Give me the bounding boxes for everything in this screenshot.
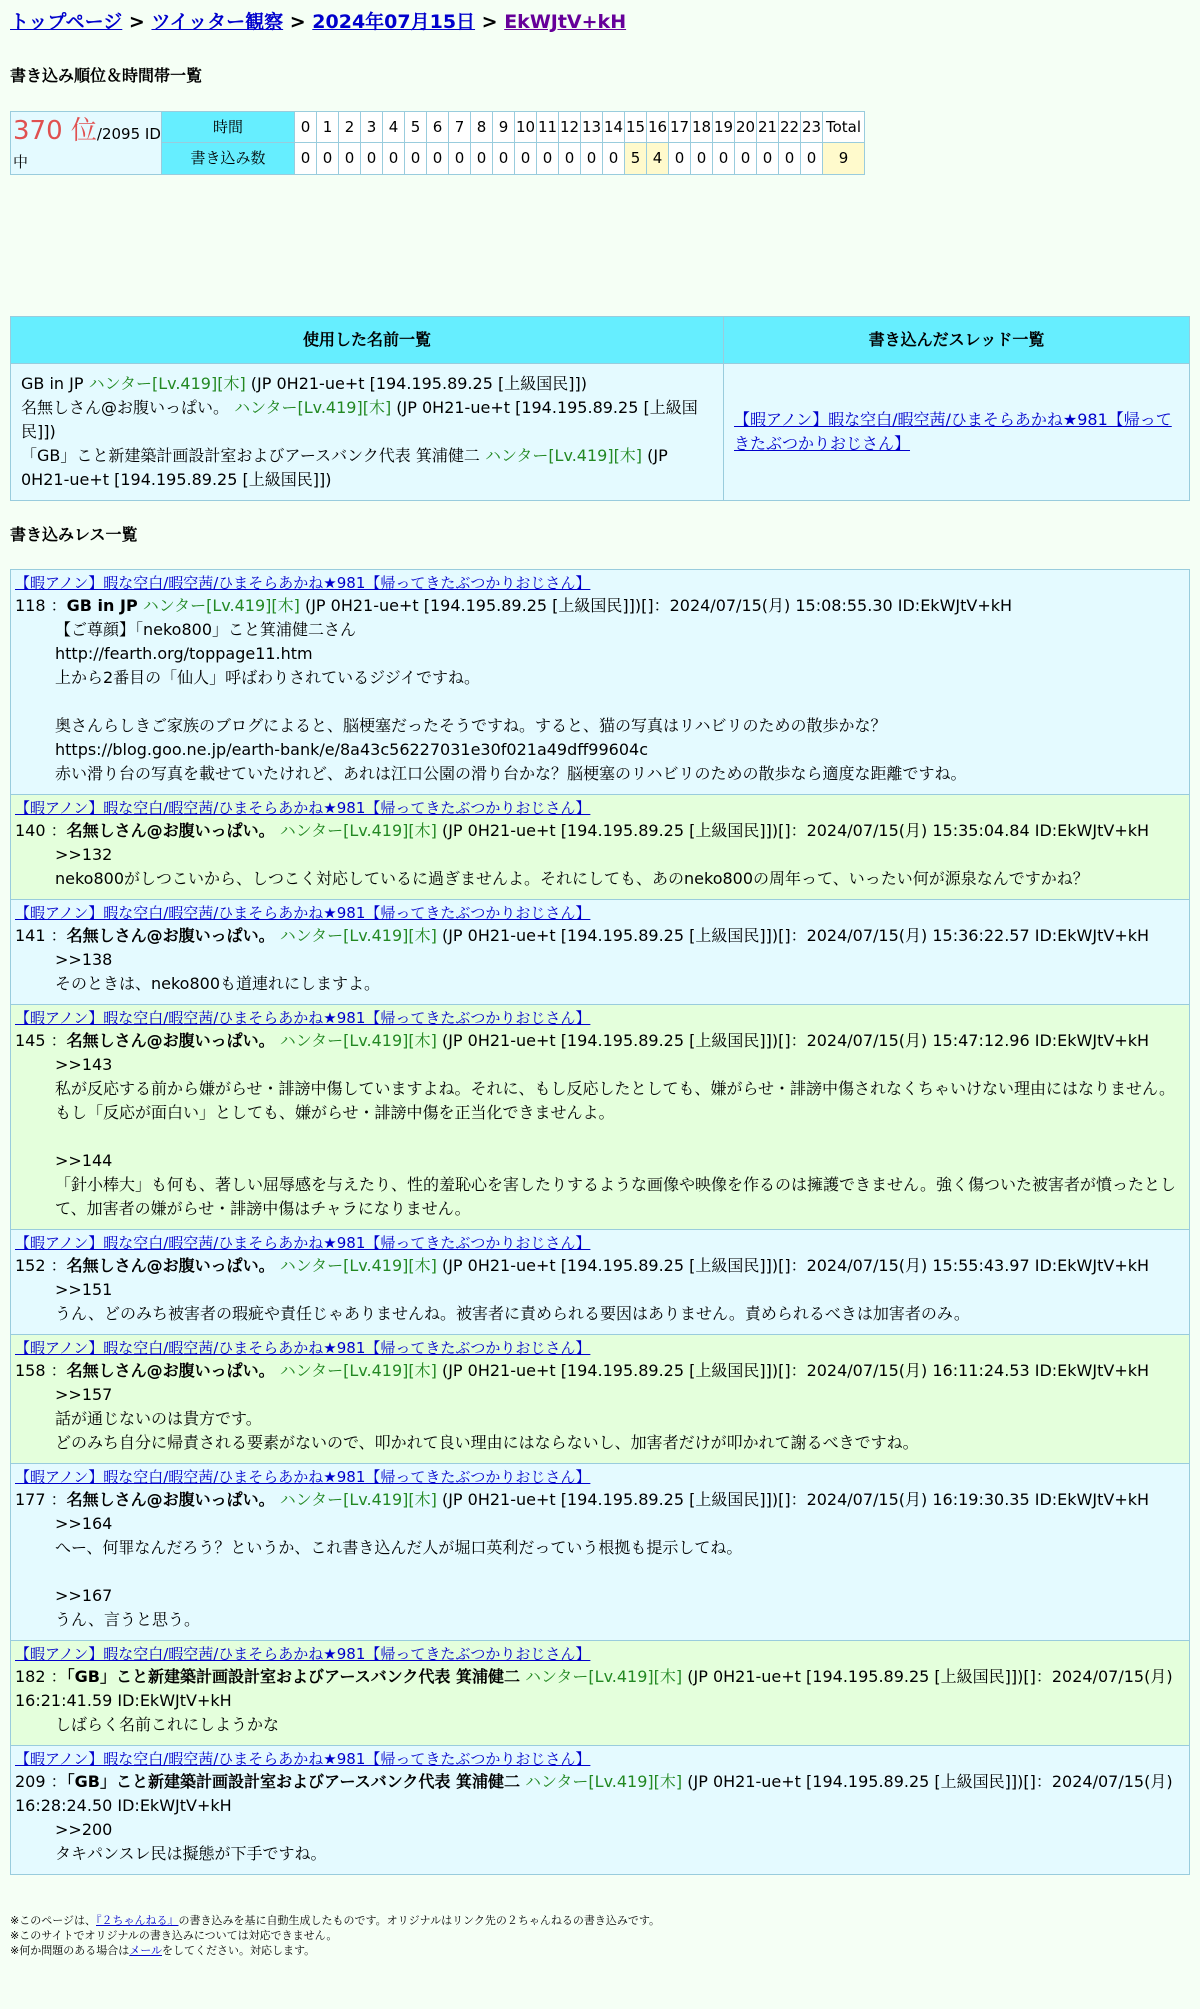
post-body bbox=[15, 1053, 1185, 1221]
hour-cell: 2 bbox=[339, 112, 361, 143]
count-cell: 0 bbox=[537, 143, 559, 174]
post-thread-link[interactable]: 【暇アノン】暇な空白/暇空茜/ひまそらあかね★981【帰ってきたぶつかりおじさん】 bbox=[15, 903, 591, 922]
hour-cell: 12 bbox=[559, 112, 581, 143]
post-header bbox=[15, 594, 1185, 618]
post-body bbox=[15, 1818, 1185, 1866]
post-author: GB in JP bbox=[66, 595, 138, 615]
post-thread-link[interactable]: 【暇アノン】暇な空白/暇空茜/ひまそらあかね★981【帰ってきたぶつかりおじさん】 bbox=[15, 1467, 591, 1486]
count-cell: 0 bbox=[361, 143, 383, 174]
count-cell: 0 bbox=[383, 143, 405, 174]
hour-cell: 17 bbox=[669, 112, 691, 143]
post-meta: (JP 0H21-ue+t [194.195.89.25 [上級国民]])[]：2024/07/15(月) 16:21:41.59 ID:EkWJtV+kH bbox=[15, 1666, 1173, 1710]
count-cell: 0 bbox=[317, 143, 339, 174]
post-number: 152 ： bbox=[15, 1255, 67, 1275]
post-author: 「GB」こと新建築計画設計室およびアースバンク代表 箕浦健二 bbox=[66, 1771, 520, 1791]
hour-cell: 11 bbox=[537, 112, 559, 143]
post-meta: (JP 0H21-ue+t [194.195.89.25 [上級国民]])[]：2024/07/15(月) 16:28:24.50 ID:EkWJtV+kH bbox=[15, 1771, 1173, 1815]
post-item bbox=[11, 900, 1189, 1005]
hour-cell: 15 bbox=[625, 112, 647, 143]
breadcrumb bbox=[10, 8, 1190, 38]
post-author: 名無しさん@お腹いっぱい。 bbox=[66, 1360, 275, 1380]
post-number: 209 ： bbox=[15, 1771, 67, 1791]
total-label: Total bbox=[823, 112, 865, 143]
count-cell: 0 bbox=[801, 143, 823, 174]
footer-mail-link[interactable]: メール bbox=[129, 1943, 162, 1957]
post-thread-link[interactable]: 【暇アノン】暇な空白/暇空茜/ひまそらあかね★981【帰ってきたぶつかりおじさん】 bbox=[15, 1749, 591, 1768]
post-body bbox=[15, 1278, 1185, 1326]
thread-link[interactable]: 【暇アノン】暇な空白/暇空茜/ひまそらあかね★981【帰ってきたぶつかりおじさん】 bbox=[734, 409, 1172, 453]
post-line: >>144 bbox=[55, 1150, 113, 1170]
hunter-badge: ハンター[Lv.419][木] bbox=[279, 1030, 437, 1050]
post-author: 名無しさん@お腹いっぱい。 bbox=[66, 820, 275, 840]
post-author: 「GB」こと新建築計画設計室およびアースバンク代表 箕浦健二 bbox=[66, 1666, 520, 1686]
post-number: 140 ： bbox=[15, 820, 67, 840]
count-cell: 0 bbox=[669, 143, 691, 174]
count-cell: 0 bbox=[427, 143, 449, 174]
count-cell: 0 bbox=[691, 143, 713, 174]
post-line: しばらく名前これにしようかな bbox=[55, 1714, 280, 1734]
host-text: (JP 0H21-ue+t [194.195.89.25 [上級国民]]) bbox=[21, 445, 668, 489]
post-line bbox=[55, 690, 1185, 714]
hour-cell: 4 bbox=[383, 112, 405, 143]
hunter-badge: ハンター[Lv.419][木] bbox=[142, 595, 300, 615]
post-meta: (JP 0H21-ue+t [194.195.89.25 [上級国民]])[]：2024/07/15(月) 15:55:43.97 ID:EkWJtV+kH bbox=[436, 1255, 1150, 1275]
count-cell: 0 bbox=[757, 143, 779, 174]
post-line: 上から2番目の「仙人」呼ばわりされているジジイですね。 bbox=[55, 667, 480, 687]
footer-line-3: ※何か問題のある場合はメールをしてください。対応します。 bbox=[10, 1943, 316, 1957]
post-thread-link[interactable]: 【暇アノン】暇な空白/暇空茜/ひまそらあかね★981【帰ってきたぶつかりおじさん】 bbox=[15, 1233, 591, 1252]
host-text: (JP 0H21-ue+t [194.195.89.25 [上級国民]]) bbox=[245, 373, 587, 393]
post-header bbox=[15, 1665, 1185, 1713]
post-line: >>157 bbox=[55, 1384, 113, 1404]
post-author: 名無しさん@お腹いっぱい。 bbox=[66, 1489, 275, 1509]
post-body bbox=[15, 1512, 1185, 1632]
count-cell: 0 bbox=[779, 143, 801, 174]
count-cell: 0 bbox=[471, 143, 493, 174]
count-cell: 0 bbox=[449, 143, 471, 174]
count-cell: 0 bbox=[405, 143, 427, 174]
post-number: 118 ： bbox=[15, 595, 67, 615]
hour-cell: 19 bbox=[713, 112, 735, 143]
name-text: GB in JP bbox=[21, 373, 89, 393]
post-meta: (JP 0H21-ue+t [194.195.89.25 [上級国民]])[]：2024/07/15(月) 15:08:55.30 ID:EkWJtV+kH bbox=[299, 595, 1013, 615]
post-header bbox=[15, 1254, 1185, 1278]
post-thread-link[interactable]: 【暇アノン】暇な空白/暇空茜/ひまそらあかね★981【帰ってきたぶつかりおじさん】 bbox=[15, 798, 591, 817]
rank-number: 370 位 bbox=[13, 116, 97, 146]
threads-cell bbox=[724, 363, 1190, 500]
hour-cell: 22 bbox=[779, 112, 801, 143]
post-line: >>143 bbox=[55, 1054, 113, 1074]
hunter-badge: ハンター[Lv.419][木] bbox=[279, 1489, 437, 1509]
post-author: 名無しさん@お腹いっぱい。 bbox=[66, 925, 275, 945]
count-cell: 0 bbox=[581, 143, 603, 174]
post-meta: (JP 0H21-ue+t [194.195.89.25 [上級国民]])[]：2024/07/15(月) 15:36:22.57 ID:EkWJtV+kH bbox=[436, 925, 1150, 945]
post-line: 話が通じないのは貴方です。 bbox=[55, 1408, 262, 1428]
name-entry bbox=[21, 372, 713, 396]
breadcrumb-separator: > bbox=[283, 11, 313, 33]
host-text: (JP 0H21-ue+t [194.195.89.25 [上級国民]]) bbox=[21, 397, 698, 441]
hunter-badge: ハンター[Lv.419][木] bbox=[279, 1255, 437, 1275]
post-item bbox=[11, 1230, 1189, 1335]
count-label: 書き込み数 bbox=[162, 143, 295, 174]
post-line: >>167 bbox=[55, 1585, 113, 1605]
hour-cell: 1 bbox=[317, 112, 339, 143]
hour-cell: 14 bbox=[603, 112, 625, 143]
post-line: へー、何罪なんだろう？というか、これ書き込んだ人が堀口英利だっていう根拠も提示してね。 bbox=[55, 1537, 743, 1557]
post-item bbox=[11, 1641, 1189, 1746]
post-header bbox=[15, 819, 1185, 843]
post-meta: (JP 0H21-ue+t [194.195.89.25 [上級国民]])[]：2024/07/15(月) 16:11:24.53 ID:EkWJtV+kH bbox=[436, 1360, 1150, 1380]
post-meta: (JP 0H21-ue+t [194.195.89.25 [上級国民]])[]：2024/07/15(月) 16:19:30.35 ID:EkWJtV+kH bbox=[436, 1489, 1150, 1509]
post-line bbox=[55, 1560, 1185, 1584]
hour-cell: 0 bbox=[295, 112, 317, 143]
hour-cell: 3 bbox=[361, 112, 383, 143]
hunter-badge: ハンター[Lv.419][木] bbox=[484, 445, 643, 465]
post-line: うん、どのみち被害者の瑕疵や責任じゃありませんね。被害者に責められる要因はありません。責められるべきは加害者のみ。 bbox=[55, 1303, 970, 1323]
footer-2ch-link[interactable]: 『２ちゃんねる』 bbox=[96, 1913, 179, 1927]
post-header bbox=[15, 1029, 1185, 1053]
hunter-badge: ハンター[Lv.419][木] bbox=[279, 1360, 437, 1380]
post-line: 「針小棒大」も何も、著しい屈辱感を与えたり、性的羞恥心を害したりするような画像や映像を作るのは擁護できません。強く傷ついた被害者が憤ったとして、加害者の嫌がらせ・誹謗中傷はチャラになりません。 bbox=[55, 1174, 1176, 1218]
hour-cell: 16 bbox=[647, 112, 669, 143]
count-cell: 0 bbox=[559, 143, 581, 174]
post-number: 145 ： bbox=[15, 1030, 67, 1050]
post-body bbox=[15, 1713, 1185, 1737]
post-line: >>132 bbox=[55, 844, 113, 864]
post-line: >>138 bbox=[55, 949, 113, 969]
post-thread-link[interactable]: 【暇アノン】暇な空白/暇空茜/ひまそらあかね★981【帰ってきたぶつかりおじさん】 bbox=[15, 573, 591, 592]
hour-cell: 6 bbox=[427, 112, 449, 143]
post-line: 奥さんらしきご家族のブログによると、脳梗塞だったそうですね。すると、猫の写真はリハビリのための散歩かな？ bbox=[55, 715, 887, 735]
post-header bbox=[15, 924, 1185, 948]
breadcrumb-separator: > bbox=[122, 11, 152, 33]
breadcrumb-id-link[interactable]: EkWJtV+kH bbox=[504, 11, 627, 33]
post-body bbox=[15, 948, 1185, 996]
post-line: 私が反応する前から嫌がらせ・誹謗中傷していますよね。それに、もし反応したとしても、嫌がらせ・誹謗中傷されなくちゃいけない理由にはなりません。 bbox=[55, 1078, 1176, 1098]
time-label: 時間 bbox=[162, 112, 295, 143]
hunter-badge: ハンター[Lv.419][木] bbox=[525, 1666, 683, 1686]
post-item bbox=[11, 1464, 1189, 1641]
names-cell bbox=[11, 363, 724, 500]
count-cell: 0 bbox=[515, 143, 537, 174]
count-cell: 0 bbox=[493, 143, 515, 174]
hunter-badge: ハンター[Lv.419][木] bbox=[279, 820, 437, 840]
post-author: 名無しさん@お腹いっぱい。 bbox=[66, 1255, 275, 1275]
post-number: 158 ： bbox=[15, 1360, 67, 1380]
names-header: 使用した名前一覧 bbox=[11, 316, 724, 363]
footer-line-1: ※このページは、『２ちゃんねる』の書き込みを基に自動生成したものです。オリジナルはリンク先の２ちゃんねるの書き込みです。 bbox=[10, 1913, 660, 1927]
post-thread-link[interactable]: 【暇アノン】暇な空白/暇空茜/ひまそらあかね★981【帰ってきたぶつかりおじさん】 bbox=[15, 1008, 591, 1027]
count-cell: 5 bbox=[625, 143, 647, 174]
post-number: 141 ： bbox=[15, 925, 67, 945]
hour-cell: 8 bbox=[471, 112, 493, 143]
post-line: 【ご尊顔】「neko800」こと箕浦健二さん bbox=[55, 619, 357, 639]
post-line: >>164 bbox=[55, 1513, 113, 1533]
post-line: neko800がしつこいから、しつこく対応しているに過ぎませんよ。それにしても、あのneko800の周年って、いったい何が源泉なんですかね？ bbox=[55, 868, 1089, 888]
post-line: >>151 bbox=[55, 1279, 113, 1299]
hunter-badge: ハンター[Lv.419][木] bbox=[525, 1771, 683, 1791]
post-body bbox=[15, 1383, 1185, 1455]
post-item bbox=[11, 795, 1189, 900]
hour-cell: 7 bbox=[449, 112, 471, 143]
post-line: そのときは、neko800も道連れにしますよ。 bbox=[55, 973, 381, 993]
breadcrumb-top-link[interactable]: トップページ bbox=[10, 11, 123, 33]
breadcrumb-separator: > bbox=[475, 11, 505, 33]
hunter-badge: ハンター[Lv.419][木] bbox=[234, 397, 392, 417]
hour-cell: 20 bbox=[735, 112, 757, 143]
name-entry bbox=[21, 396, 713, 444]
post-line: >>200 bbox=[55, 1819, 113, 1839]
post-item bbox=[11, 1005, 1189, 1230]
post-number: 177 ： bbox=[15, 1489, 67, 1509]
count-cell: 0 bbox=[339, 143, 361, 174]
post-number: 182 ： bbox=[15, 1666, 67, 1686]
post-thread-link[interactable]: 【暇アノン】暇な空白/暇空茜/ひまそらあかね★981【帰ってきたぶつかりおじさん】 bbox=[15, 1644, 591, 1663]
post-item bbox=[11, 570, 1189, 795]
hour-cell: 21 bbox=[757, 112, 779, 143]
name-text: 名無しさん@お腹いっぱい。 bbox=[21, 397, 235, 417]
footer-line-2: ※このサイトでオリジナルの書き込みについては対応できません。 bbox=[10, 1928, 338, 1942]
posts-section-title: 書き込みレス一覧 bbox=[10, 524, 138, 544]
post-item bbox=[11, 1335, 1189, 1464]
post-line: うん、言うと思う。 bbox=[55, 1609, 200, 1629]
count-cell: 0 bbox=[295, 143, 317, 174]
post-line: 赤い滑り台の写真を載せていたけれど、あれは江口公園の滑り台かな？脳梗塞のリハビリのための散歩なら適度な距離ですね。 bbox=[55, 763, 967, 783]
post-header bbox=[15, 1488, 1185, 1512]
post-body bbox=[15, 618, 1185, 786]
post-meta: (JP 0H21-ue+t [194.195.89.25 [上級国民]])[]：2024/07/15(月) 15:47:12.96 ID:EkWJtV+kH bbox=[436, 1030, 1150, 1050]
post-meta: (JP 0H21-ue+t [194.195.89.25 [上級国民]])[]：2024/07/15(月) 15:35:04.84 ID:EkWJtV+kH bbox=[436, 820, 1150, 840]
total-count: 9 bbox=[823, 143, 865, 174]
post-header bbox=[15, 1770, 1185, 1818]
hunter-badge: ハンター[Lv.419][木] bbox=[279, 925, 437, 945]
posts-list bbox=[10, 569, 1190, 1875]
count-cell: 0 bbox=[603, 143, 625, 174]
name-entry bbox=[21, 444, 713, 492]
hour-cell: 10 bbox=[515, 112, 537, 143]
rank-section-title: 書き込み順位＆時間帯一覧 bbox=[10, 66, 203, 85]
post-line: https://blog.goo.ne.jp/earth-bank/e/8a43c56227031e30f021a49dff99604c bbox=[55, 739, 648, 759]
count-cell: 0 bbox=[713, 143, 735, 174]
hunter-badge: ハンター[Lv.419][木] bbox=[88, 373, 246, 393]
rank-table bbox=[10, 111, 865, 175]
threads-header: 書き込んだスレッド一覧 bbox=[724, 316, 1190, 363]
rank-total: /2095 ID中 bbox=[13, 125, 161, 171]
post-line: タキパンスレ民は擬態が下手ですね。 bbox=[55, 1843, 327, 1863]
name-text: 「GB」こと新建築計画設計室およびアースバンク代表 箕浦健二 bbox=[21, 445, 485, 465]
breadcrumb-date-link[interactable]: 2024年07月15日 bbox=[312, 11, 476, 33]
post-line: もし「反応が面白い」としても、嫌がらせ・誹謗中傷を正当化できませんよ。 bbox=[55, 1102, 615, 1122]
count-cell: 4 bbox=[647, 143, 669, 174]
hour-cell: 9 bbox=[493, 112, 515, 143]
breadcrumb-category-link[interactable]: ツイッター観察 bbox=[151, 11, 284, 33]
post-line: http://fearth.org/toppage11.htm bbox=[55, 643, 313, 663]
post-author: 名無しさん@お腹いっぱい。 bbox=[66, 1030, 275, 1050]
footer bbox=[10, 1913, 1190, 1958]
post-body bbox=[15, 843, 1185, 891]
hour-cell: 13 bbox=[581, 112, 603, 143]
post-line: どのみち自分に帰責される要素がないので、叩かれて良い理由にはならないし、加害者だけが叩かれて謝るべきですね。 bbox=[55, 1432, 919, 1452]
hour-cell: 18 bbox=[691, 112, 713, 143]
post-item bbox=[11, 1746, 1189, 1875]
count-cell: 0 bbox=[735, 143, 757, 174]
hour-cell: 5 bbox=[405, 112, 427, 143]
hour-cell: 23 bbox=[801, 112, 823, 143]
post-header bbox=[15, 1359, 1185, 1383]
post-thread-link[interactable]: 【暇アノン】暇な空白/暇空茜/ひまそらあかね★981【帰ってきたぶつかりおじさん】 bbox=[15, 1338, 591, 1357]
rank-cell bbox=[11, 112, 162, 175]
post-line bbox=[55, 1125, 1185, 1149]
names-table bbox=[10, 316, 1190, 501]
